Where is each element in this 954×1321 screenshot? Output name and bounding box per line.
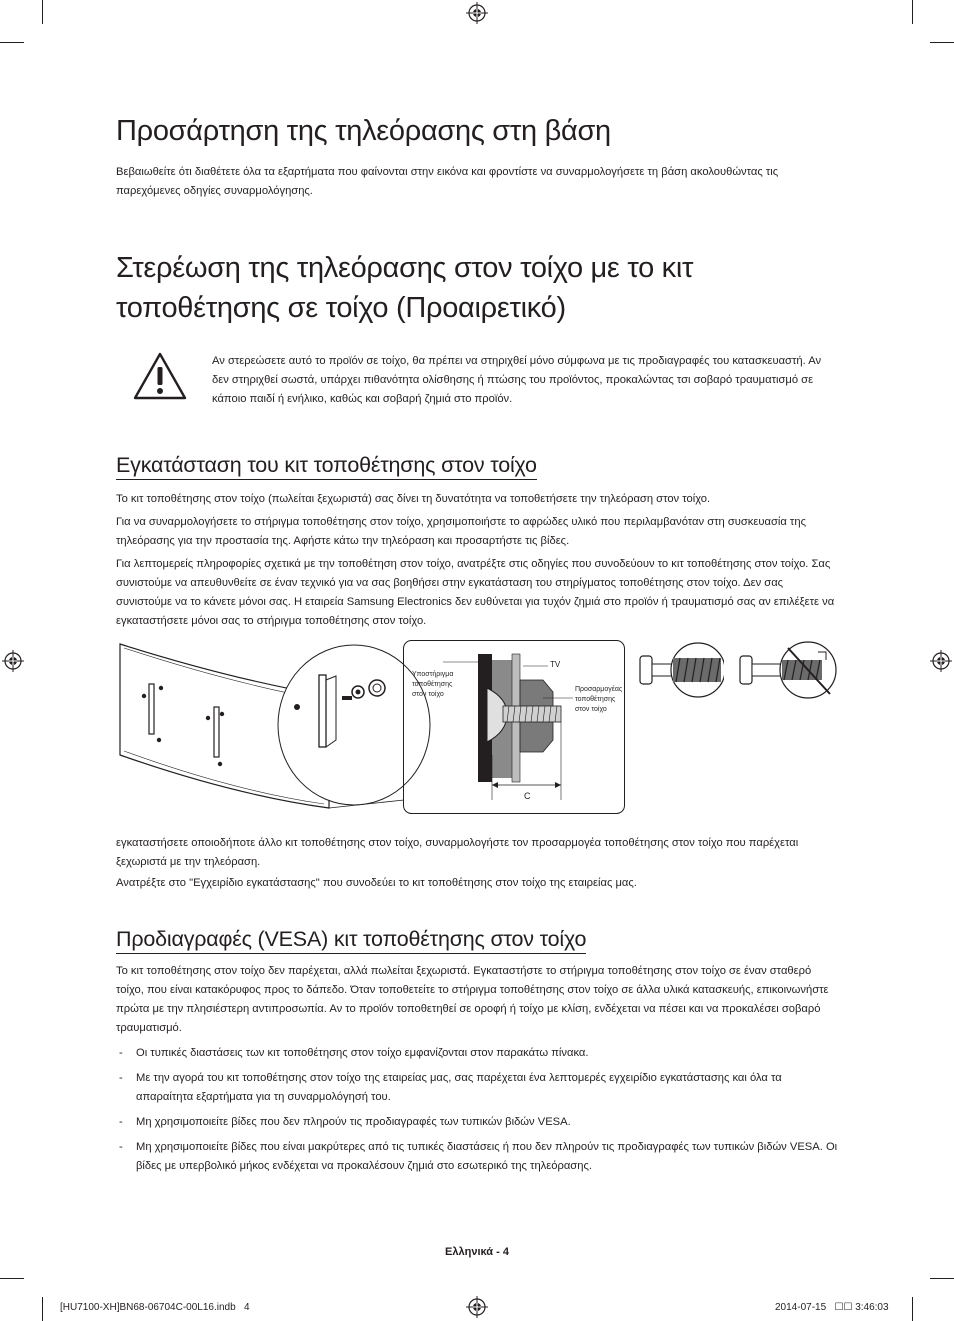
screw-correct-illustration	[638, 638, 724, 704]
registration-mark-icon	[466, 2, 488, 24]
warning-triangle-icon	[132, 350, 188, 402]
vesa-paragraph: Το κιτ τοποθέτησης στον τοίχο δεν παρέχεται, αλλά πωλείται ξεχωριστά. Εγκαταστήστε το στήριγμα τοποθέτησης στον τοίχο σε έναν σταθερό τοίχο, που είναι κατακόρυφος προς το δάπεδο. Όταν τοποθετείτε το στήριγμα τοποθέτησης στον τοίχο σε άλλα υλικά κατασκευής, επικοινωνήστε πρώτα με την πλησιέστερη αντιπροσωπία. Αν το προϊόν τοποθετηθεί σε οροφή ή τοίχο με κλίση, ενδέχεται να πέσει και να προκαλέσει σοβαρό τραυματισμό.	[116, 965, 829, 1034]
section-title-wall-mount-line1: Στερέωση της τηλεόρασης στον τοίχο με το κιτ	[116, 252, 694, 284]
footer-timestamp: 2014-07-15 ☐☐ 3:46:03	[775, 1302, 889, 1313]
installing-paragraph-4: εγκαταστήσετε οποιοδήποτε άλλο κιτ τοποθέτησης στον τοίχο, συναρμολογήστε τον προσαρμογέα τοποθέτησης στον τοίχο που παρέχεται ξεχωριστά με την τηλεόραση.	[116, 837, 799, 868]
vesa-bullet-list	[116, 1044, 841, 1176]
crop-mark	[0, 42, 24, 43]
registration-mark-icon	[930, 650, 952, 672]
crop-mark	[42, 1297, 43, 1321]
label-c-dimension: C	[524, 791, 531, 801]
section-title-stand: Προσάρτηση της τηλεόρασης στη βάση	[116, 115, 611, 147]
registration-mark-icon	[2, 650, 24, 672]
section-title-wall-mount-line2: τοποθέτησης σε τοίχο (Προαιρετικό)	[116, 292, 566, 324]
installing-paragraph-2: Για να συναρμολογήσετε το στήριγμα τοποθέτησης στον τοίχο, χρησιμοποιήστε το αφρώδες υλικό που περιλαμβανόταν στη συσκευασία της τηλεόρασης για την προστασία της. Αφήστε κάτω την τηλεόραση και προσαρτήστε τις βίδες.	[116, 516, 806, 547]
crop-mark	[912, 0, 913, 24]
page-number: Ελληνικά - 4	[445, 1246, 509, 1258]
installing-paragraphs	[116, 490, 841, 635]
installing-paragraph-3: Για λεπτομερείς πληροφορίες σχετικά με την τοποθέτηση στον τοίχο, ανατρέξτε στις οδηγίες που συνοδεύουν το κιτ τοποθέτησης στον τοίχο. Σας συνιστούμε να απευθυνθείτε σε έναν τεχνικό για να σας βοηθήσει στην εγκατάσταση του στηρίγματος τοποθέτησης στον τοίχο. Δεν σας συνιστούμε να το κάνετε μόνοι σας. Η εταιρεία Samsung Electronics δεν ευθύνεται για τυχόν ζημιά στο προϊόν ή τραυματισμό σας αν επιλέξετε να εγκαταστήσετε μόνοι σας το στήριγμα τοποθέτησης στον τοίχο.	[116, 558, 835, 627]
crop-mark	[930, 42, 954, 43]
warning-text: Αν στερεώσετε αυτό το προϊόν σε τοίχο, θα πρέπει να στηριχθεί μόνο σύμφωνα με τις προδιαγραφές του κατασκευαστή. Αν δεν στηριχθεί σωστά, υπάρχει πιθανότητα ολίσθησης ή πτώσης του προϊόντος, προκαλώντας τσι σοβαρό τραυματισμό σε κάποιο παιδί ή ενήλικο, καθώς και σοβαρή ζημιά στο προϊόν.	[212, 355, 822, 405]
screw-incorrect-icon	[738, 638, 842, 704]
crop-mark	[42, 0, 43, 24]
stand-paragraph: Βεβαιωθείτε ότι διαθέτετε όλα τα εξαρτήματα που φαίνονται στην εικόνα και φροντίστε να συναρμολογήσετε τη βάση ακολουθώντας τις παρεχόμενες οδηγίες συναρμολόγησης.	[116, 166, 779, 197]
footer-file-name: [HU7100-XH]BN68-06704C-00L16.indb 4	[60, 1302, 250, 1313]
list-item: - Με την αγορά του κιτ τοποθέτησης στον τοίχο της εταιρείας μας, σας παρέχεται ένα λεπτομερές εγχειρίδιο εγκατάστασης και όλα τα απαραίτητα εξαρτήματα για τη συναρμολόγησή του.	[116, 1069, 841, 1107]
crop-mark	[930, 1278, 954, 1279]
mount-cross-section-illustration	[403, 640, 625, 815]
list-item: - Οι τυπικές διαστάσεις των κιτ τοποθέτησης στον τοίχο εμφανίζονται στον παρακάτω πίνακα.	[116, 1044, 841, 1063]
registration-mark-icon	[466, 1296, 488, 1318]
installing-paragraphs-continued	[116, 834, 844, 897]
label-wall-bracket: Υποστήριγμα τοποθέτησης στον τοίχο	[412, 671, 454, 698]
list-item: - Μη χρησιμοποιείτε βίδες που είναι μακρύτερες από τις τυπικές διαστάσεις ή που δεν πληρούν τις προδιαγραφές των τυπικών βιδών VESA. Οι βίδες με υπερβολικό μήκος ενδέχεται να προκαλέσουν ζημιά στο εσωτερικό της τηλεόρασης.	[116, 1138, 841, 1176]
crop-mark	[912, 1297, 913, 1321]
label-tv: TV	[550, 660, 561, 669]
subsection-title-installing-kit: Εγκατάσταση του κιτ τοποθέτησης στον τοίχο	[116, 453, 537, 480]
crop-mark	[0, 1278, 24, 1279]
label-wall-mount-adapter: Προσαρμογέας τοποθέτησης στον τοίχο	[575, 686, 623, 713]
installing-paragraph-1: Το κιτ τοποθέτησης στον τοίχο (πωλείται ξεχωριστά) σας δίνει τη δυνατότητα να τοποθετήσετε την τηλεόραση στον τοίχο.	[116, 493, 711, 505]
list-item: - Μη χρησιμοποιείτε βίδες που δεν πληρούν τις προδιαγραφές των τυπικών βιδών VESA.	[116, 1113, 841, 1132]
installing-paragraph-5: Ανατρέξτε στο "Εγχειρίδιο εγκατάστασης" που συνοδεύει το κιτ τοποθέτησης στον τοίχο της εταιρείας μας.	[116, 877, 637, 889]
vesa-content	[116, 962, 841, 1182]
subsection-title-vesa-specs: Προδιαγραφές (VESA) κιτ τοποθέτησης στον τοίχο	[116, 927, 586, 954]
